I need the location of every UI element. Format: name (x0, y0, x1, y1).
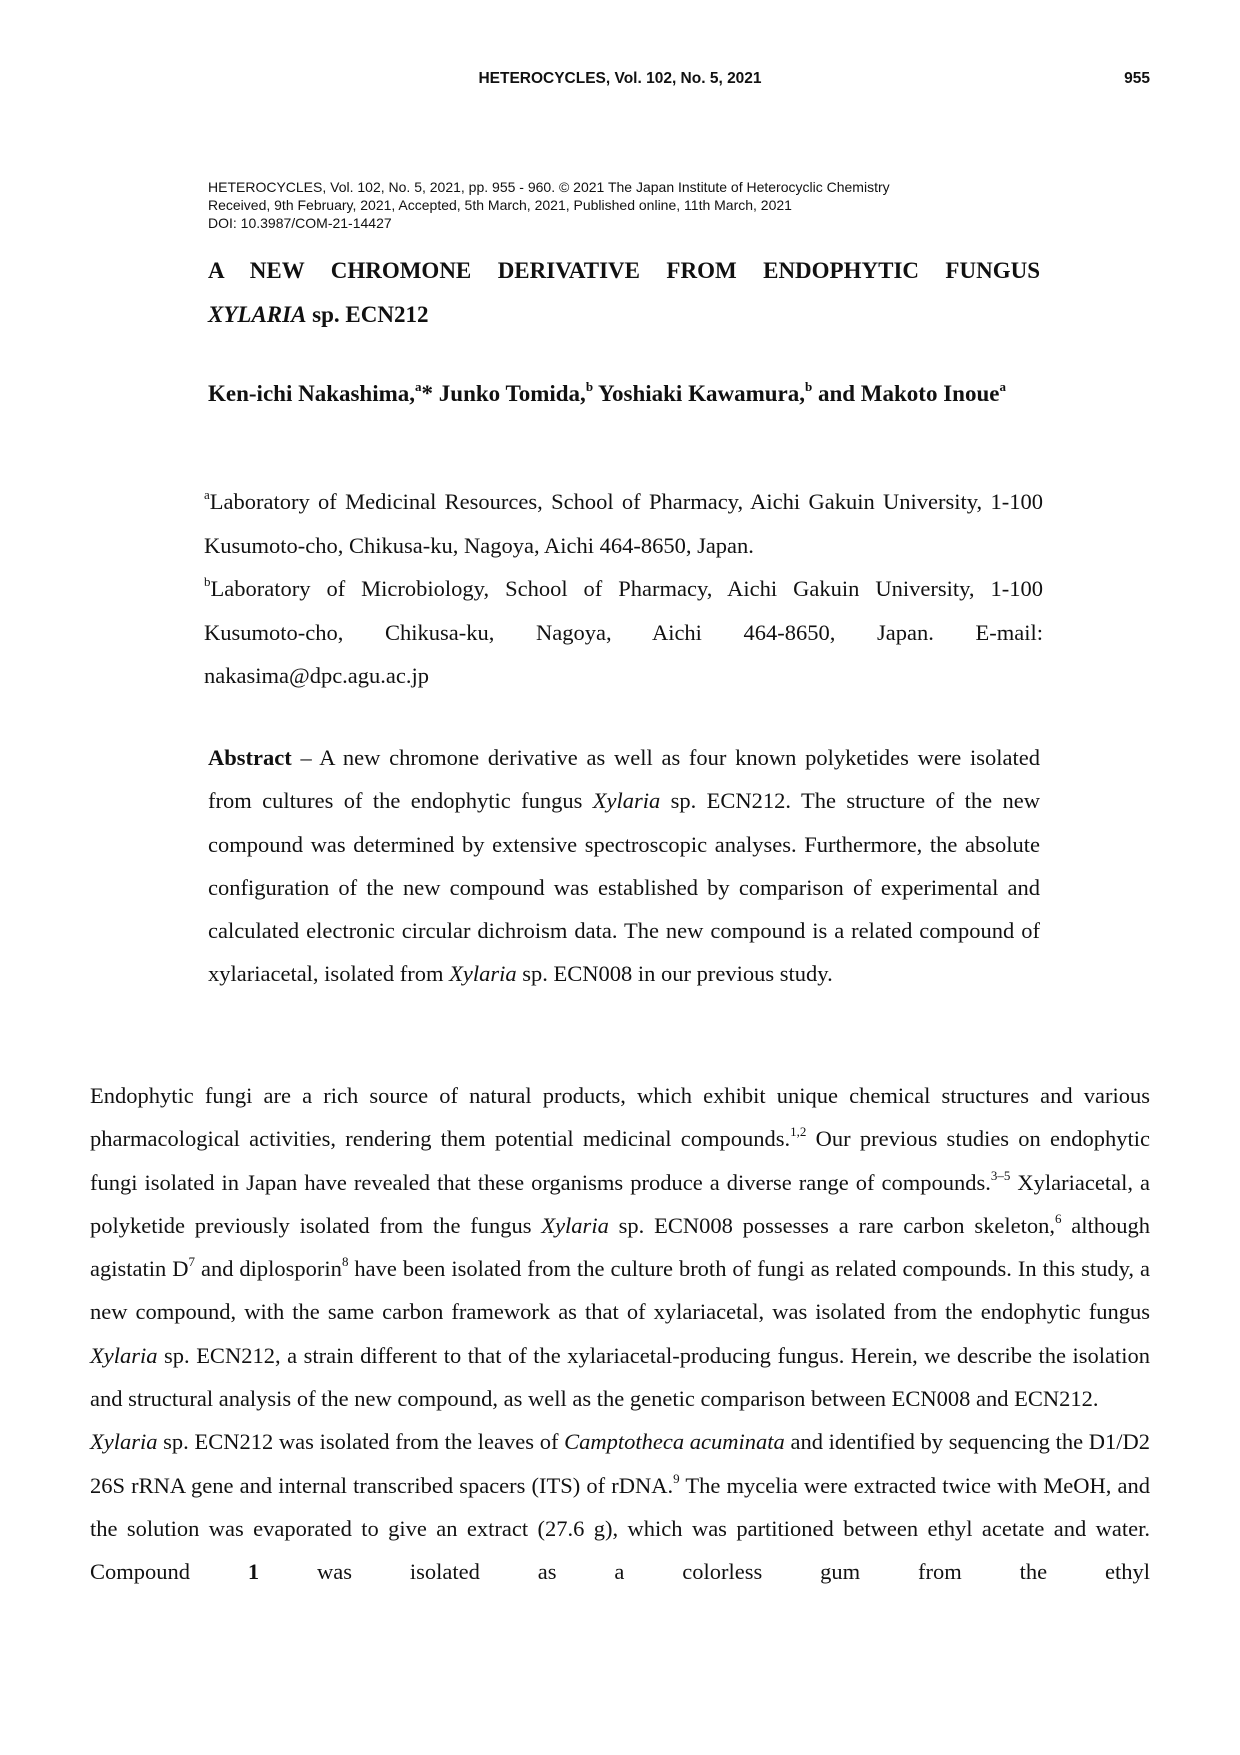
affiliation-mark: a (999, 379, 1006, 394)
reference-mark: 6 (1054, 1210, 1062, 1226)
paragraph: Xylaria sp. ECN212 was isolated from the leaves of Camptotheca acuminata and identified by sequencing the D1/D2 26S rRNA gene and internal transcribed spacers (ITS) of rDNA.$^9$ The mycelia were extracted twice with MeOH, and the solution was evaporated to give an extract (27.6 g), which was partitioned between ethyl acetate and water. Compound 1 was isolated as a colorless gum from the ethyl (90, 1429, 1151, 1585)
reference-mark: 1,2 (790, 1124, 807, 1140)
title-line-2: XYLARIA sp. ECN212 (208, 302, 429, 327)
citation-line: HETEROCYCLES, Vol. 102, No. 5, 2021, pp. 955 - 960. © 2021 The Japan Institute of Heterocyclic Chemistry (208, 179, 890, 195)
running-head: HETEROCYCLES, Vol. 102, No. 5, 2021 (478, 70, 762, 87)
affiliation-b: $^b$Laboratory of Microbiology, School of Pharmacy, Aichi Gakuin University, 1-100 Kusumoto-cho, Chikusa-ku, Nagoya, Aichi 464-8650, Japan. E-mail: nakasima@dpc.agu.ac.jp (204, 574, 1043, 688)
reference-mark: 3–5 (990, 1167, 1011, 1183)
compound-number: 1 (247, 1559, 260, 1585)
reference-mark: 7 (188, 1254, 195, 1270)
affiliation-a: $^a$Laboratory of Medicinal Resources, School of Pharmacy, Aichi Gakuin University, 1-100 Kusumoto-cho, Chikusa-ku, Nagoya, Aichi 464-8650, Japan. (204, 487, 1043, 558)
reference-mark: 9 (673, 1470, 680, 1486)
abstract-label: Abstract (208, 745, 292, 770)
reference-mark: 8 (341, 1254, 349, 1270)
paragraph: Endophytic fungi are a rich source of natural products, which exhibit unique chemical structures and various pharmacological activities, rendering them potential medicinal compounds.$^{1,2}$ Our previous studies on endophytic fungi isolated in Japan have revealed that these organisms produce a diverse range of compounds.$^{3-5}$ Xylariacetal, a polyketide previously isolated from the fungus Xylaria sp. ECN008 possesses a rare carbon skeleton,$^6$ although agistatin $D^7$ and diplosporin$^8$ have been isolated from the culture broth of fungi as related compounds. In this study, a new compound, with the same carbon framework as that of xylariacetal, was isolated from the endophytic fungus Xylaria sp. ECN212, a strain different to that of the xylariacetal-producing fungus. Herein, we describe the isolation and structural analysis of the new compound, as well as the genetic comparison between ECN008 and ECN212. (90, 1083, 1151, 1412)
title-genus: XYLARIA (208, 302, 307, 327)
received-line: Received, 9th February, 2021, Accepted, 5th March, 2021, Published online, 11th March, 2021 (208, 197, 792, 213)
affiliation-mark: b (585, 379, 594, 394)
body-text (90, 1074, 1150, 1594)
author-list (208, 372, 1040, 415)
author-name: and Makoto Inoue (812, 381, 1000, 406)
abstract: Abstract – A new chromone derivative as well as four known polyketides were isolated from cultures of the endophytic fungus Xylaria sp. ECN212. The structure of the new compound was determined by extensive spectroscopic analyses. Furthermore, the absolute configuration of the new compound was established by comparison of experimental and calculated electronic circular dichroism data. The new compound is a related compound of xylariacetal, isolated from Xylaria sp. ECN008 in our previous study. (208, 745, 1041, 987)
author-name: Junko Tomida, (438, 381, 586, 406)
author-name: Yoshiaki Kawamura, (593, 381, 805, 406)
affiliation-mark: b (204, 574, 211, 589)
affiliation-mark: a (204, 487, 210, 502)
title-line-1: A NEW CHROMONE DERIVATIVE FROM ENDOPHYTIC FUNGUS (208, 258, 1040, 283)
affiliation-mark: b (804, 379, 813, 394)
doi-line: DOI: 10.3987/COM-21-14427 (208, 215, 392, 231)
affiliations (204, 480, 1043, 698)
citation-block (208, 178, 1028, 232)
corresponding-mark: * (421, 381, 439, 406)
affiliation-mark: a (415, 379, 422, 394)
article-title (208, 249, 1040, 337)
page-number: 955 (1124, 70, 1150, 87)
author-name: Ken-ichi Nakashima, (208, 381, 416, 406)
